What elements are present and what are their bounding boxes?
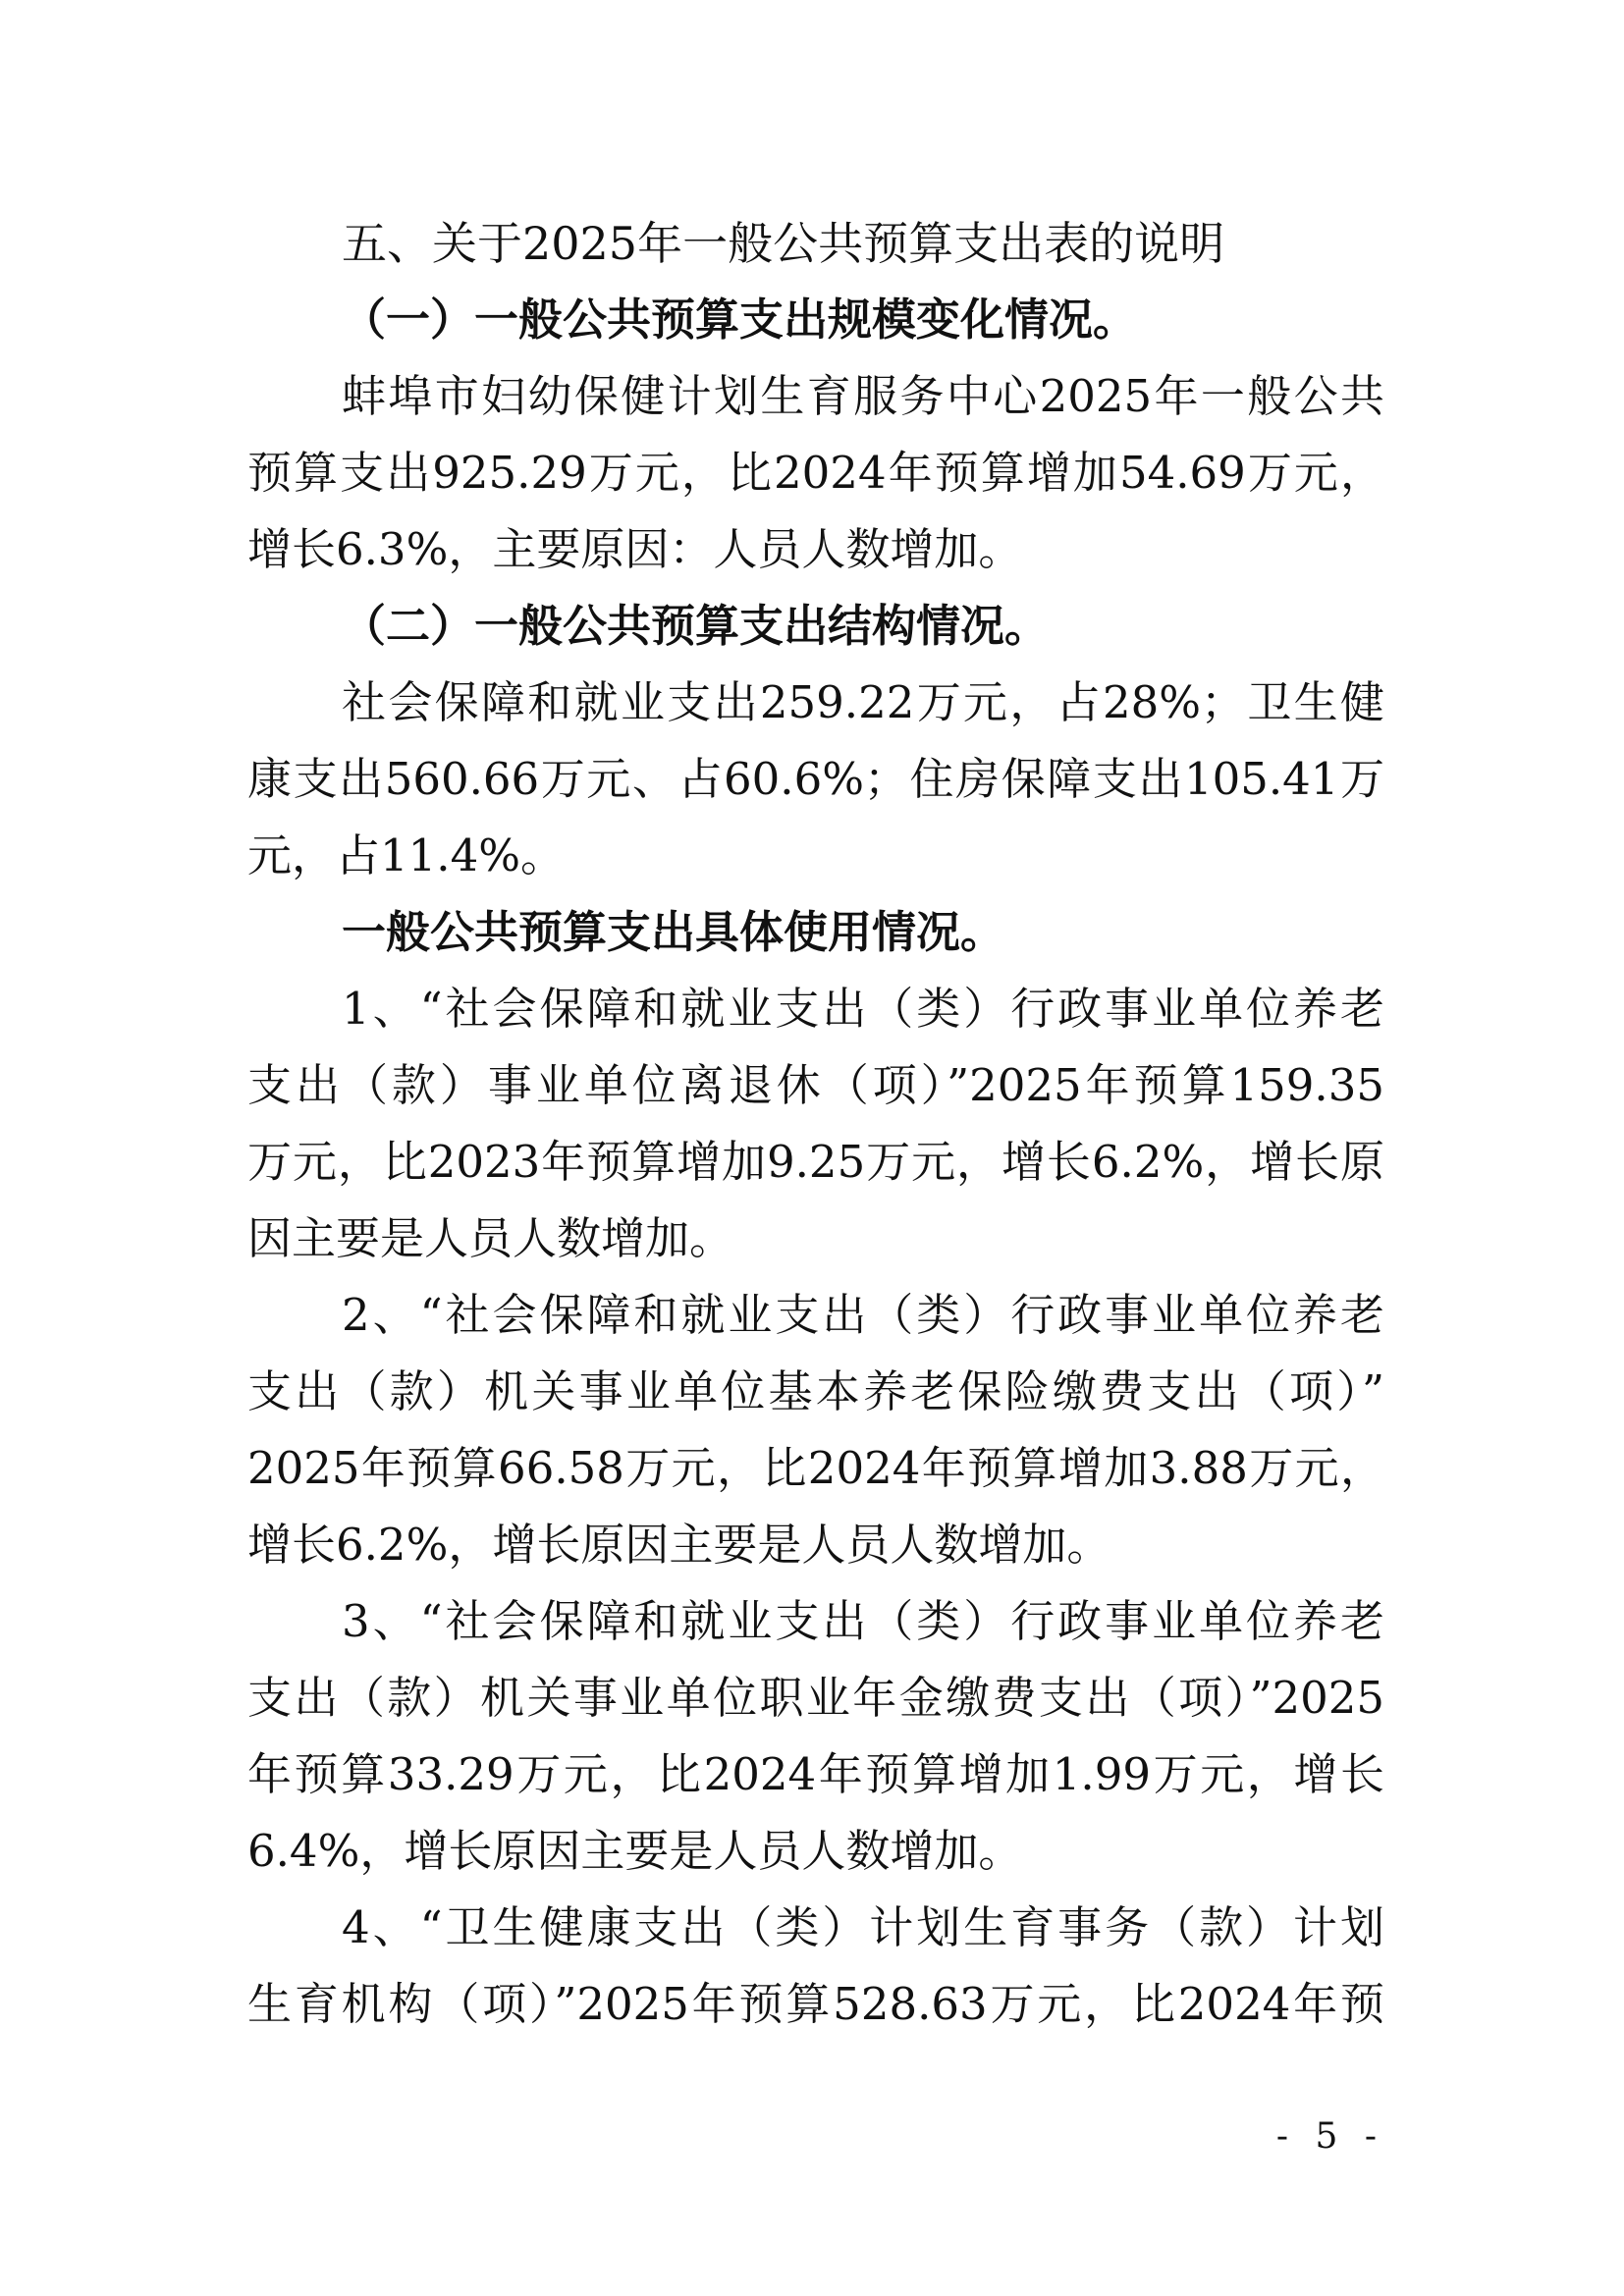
paragraph-line: 支出（款）事业单位离退休（项）”2025年预算159.35 (247, 1059, 1384, 1111)
paragraph-line: 1、“社会保障和就业支出（类）行政事业单位养老 (342, 983, 1384, 1035)
paragraph-line: 2025年预算66.58万元，比2024年预算增加3.88万元， (247, 1442, 1384, 1494)
paragraph-line: 元，占11.4%。 (247, 829, 565, 881)
paragraph (247, 665, 1384, 894)
paragraph-line: 支出（款）机关事业单位基本养老保险缴费支出（项）” (247, 1365, 1384, 1417)
paragraph-line: 4、“卫生健康支出（类）计划生育事务（款）计划 (342, 1901, 1384, 1953)
paragraph-line: 2、“社会保障和就业支出（类）行政事业单位养老 (342, 1289, 1384, 1341)
paragraph-line: 康支出560.66万元、占60.6%；住房保障支出105.41万 (247, 753, 1384, 805)
subsection-heading (247, 282, 1384, 358)
subsection-heading (247, 894, 1384, 971)
paragraph-line: 因主要是人员人数增加。 (247, 1212, 734, 1264)
paragraph (247, 358, 1384, 588)
heading-text: 一般公共预算支出具体使用情况。 (342, 906, 1005, 958)
subsection-heading (247, 588, 1384, 665)
paragraph-line: 万元，比2023年预算增加9.25万元，增长6.2%，增长原 (247, 1136, 1384, 1188)
paragraph-line: 3、“社会保障和就业支出（类）行政事业单位养老 (342, 1595, 1384, 1647)
paragraph (247, 971, 1384, 1277)
paragraph-line: 支出（款）机关事业单位职业年金缴费支出（项）”2025 (247, 1672, 1384, 1724)
document-body (247, 205, 1384, 2043)
paragraph (247, 1277, 1384, 1583)
paragraph-line: 6.4%，增长原因主要是人员人数增加。 (247, 1825, 1023, 1877)
section-title: 五、关于2025年一般公共预算支出表的说明 (342, 217, 1225, 270)
paragraph-line: 预算支出925.29万元，比2024年预算增加54.69万元， (247, 447, 1384, 499)
page-number: - 5 - (1275, 2116, 1384, 2157)
paragraph-line: 增长6.2%，增长原因主要是人员人数增加。 (247, 1519, 1111, 1571)
paragraph-line: 年预算33.29万元，比2024年预算增加1.99万元，增长 (247, 1748, 1384, 1800)
paragraph-line: 蚌埠市妇幼保健计划生育服务中心2025年一般公共 (342, 370, 1384, 422)
heading-text: （一）一般公共预算支出规模变化情况。 (342, 294, 1138, 346)
paragraph (247, 1583, 1384, 1890)
paragraph (247, 1890, 1384, 2043)
heading-text: （二）一般公共预算支出结构情况。 (342, 600, 1050, 652)
paragraph-line: 生育机构（项）”2025年预算528.63万元，比2024年预 (247, 1978, 1384, 2030)
paragraph-line: 增长6.3%，主要原因：人员人数增加。 (247, 523, 1023, 575)
paragraph-line: 社会保障和就业支出259.22万元，占28%；卫生健 (342, 676, 1384, 728)
